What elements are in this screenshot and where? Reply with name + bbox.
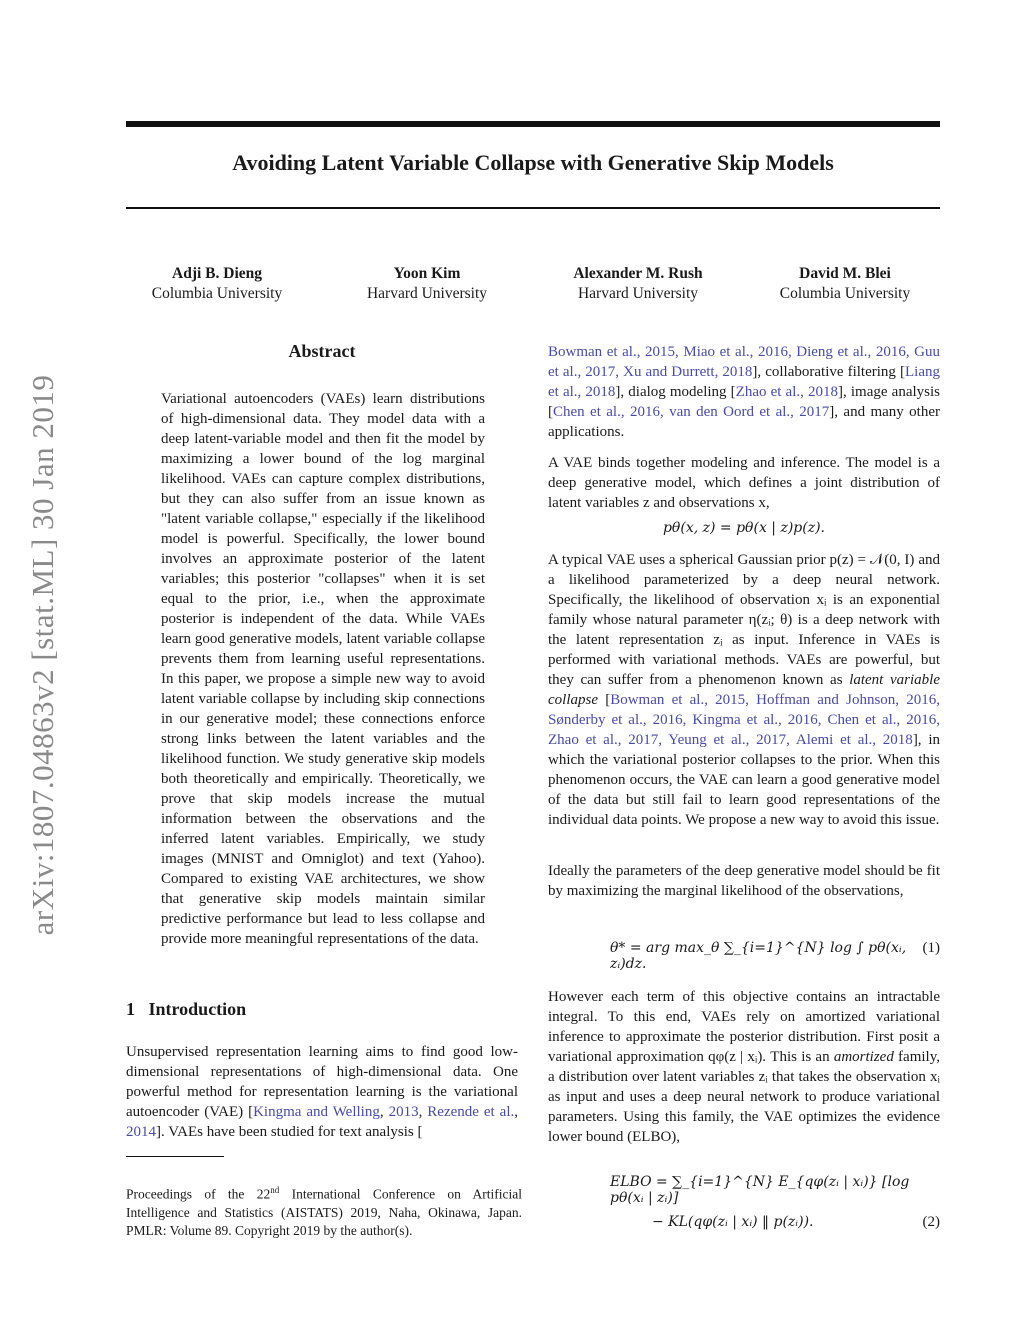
text: ], image analysis [ [548, 384, 940, 420]
equation-2-line-2: − KL(qφ(zᵢ | xᵢ) ‖ p(zᵢ)). [652, 1214, 814, 1230]
text: ], and many other applications. [548, 404, 940, 440]
arxiv-identifier-text: arXiv:1807.04863v2 [stat.ML] 30 Jan 2019 [25, 374, 60, 936]
footnote-text-a: Proceedings of the 22 [126, 1186, 271, 1202]
citation-link[interactable]: 2013 [388, 1104, 419, 1120]
citation-link[interactable]: Bowman et al., 2015, Hoffman and Johnson, 2016, Sønderby et al., 2016, Kingma et al., 2016, Chen et al., 2016, Zhao et al., 2017, Yeung et al., 2017, Alemi et al., 2018 [548, 692, 940, 748]
author-name: Alexander M. Rush [573, 265, 703, 282]
paper-title: Avoiding Latent Variable Collapse with Generative Skip Models [232, 150, 834, 175]
text: family, a distribution over latent variables zᵢ that takes the observation xᵢ as input and uses a deep neural network to produce variational parameters. Using this family, the VAE optimizes the evidence lower bound (ELBO), [548, 1049, 940, 1145]
equation-1-text: θ* = arg max_θ ∑_{i=1}^{N} log ∫ pθ(xᵢ, zᵢ)dz. [610, 940, 907, 972]
author-affiliation: Columbia University [779, 285, 911, 302]
text: However each term of this objective contains an intractable integral. To this end, VAEs rely on amortized variational inference to approximate the posterior distribution. First posit a variational approximation qφ(z | xᵢ). This is an [548, 989, 940, 1065]
citation-link[interactable]: Chen et al., 2016, van den Oord et al., 2017 [553, 404, 830, 420]
author-4 [750, 264, 940, 304]
section-number: 1 [126, 999, 135, 1019]
text: ], in which the variational posterior collapses to the prior. When this phenomenon occurs, the VAE can learn a good generative model of the data but still fail to learn good representations of the individual data points. We propose a new way to avoid this issue. [548, 732, 940, 828]
footnote-text-b: International Conference on Artificial Intelligence and Statistics (AISTATS) 2019, Naha, Okinawa, Japan. PMLR: Volume 89. Copyright 2019 by the author(s). [126, 1186, 522, 1238]
right-paragraph-2: A VAE binds together modeling and inference. The model is a deep generative model, which defines a joint distribution of latent variables z and observations x, [548, 455, 940, 511]
right-paragraph-3: A typical VAE uses a spherical Gaussian prior p(z) = 𝒩(0, I) and a likelihood parameterized by a deep neural network. Specifically, the likelihood of observation xᵢ is an exponential family whose natural parameter η(zᵢ; θ) is a deep network with the latent representation zᵢ as input. Inference in VAEs is performed with variational methods. VAEs are powerful, but they can suffer from a phenomenon known as latent variable collapse [Bowman et al., 2015, Hoffman and Johnson, 2016, Sønderby et al., 2016, Kingma et al., 2016, Chen et al., 2016, Zhao et al., 2017, Yeung et al., 2017, Alemi et al., 2018], in which the variational posterior collapses to the prior. When this phenomenon occurs, the VAE can learn a good generative model of the data but still fail to learn good representations of the individual data points. We propose a new way to avoid this issue. [548, 552, 940, 828]
right-paragraph-5 [548, 987, 940, 1147]
author-name: Yoon Kim [393, 265, 461, 282]
equation-number: (2) [922, 1214, 940, 1230]
arxiv-identifier [25, 350, 60, 960]
equation-2 [548, 1170, 940, 1230]
equation-2-line-1: ELBO = ∑_{i=1}^{N} E_{qφ(zᵢ | xᵢ)} [log pθ(xᵢ | zᵢ)] [610, 1174, 910, 1206]
author-1 [122, 264, 312, 304]
emphasis: amortized [833, 1049, 894, 1065]
intro-text-a: Unsupervised representation learning aims to find good low-dimensional representations of high-dimensional data. One powerful method for representation learning is the variational autoencoder (VAE) [ [126, 1044, 518, 1120]
author-affiliation: Harvard University [366, 285, 488, 302]
emphasis: latent variable collapse [548, 672, 940, 708]
footnote-sup: nd [270, 1185, 280, 1195]
equation-joint [548, 520, 940, 537]
abstract-heading: Abstract [288, 341, 356, 361]
citation-link[interactable]: Liang et al., 2018 [548, 364, 940, 400]
section-heading-introduction [126, 999, 246, 1020]
text: ], dialog modeling [ [615, 384, 736, 400]
abstract-text: Variational autoencoders (VAEs) learn distributions of high-dimensional data. They model data with a deep latent-variable model and then fit the model by maximizing a lower bound of the log marginal likelihood. VAEs can capture complex distributions, but they can also suffer from an issue known as "latent variable collapse," especially if the likelihood model is powerful. Specifically, the lower bound involves an approximate posterior of the latent variables; this posterior "collapses" when it is set equal to the prior, i.e., when the approximate posterior is independent of the data. While VAEs learn good generative models, latent variable collapse prevents them from learning useful representations. In this paper, we propose a simple new way to avoid latent variable collapse by including skip connections in our generative model; these connections enforce strong links between the latent variables and the likelihood function. We study generative skip models both theoretically and empirically. Theoretically, we prove that skip models increase the mutual information between the observations and the inferred latent variables. Empirically, we study images (MNIST and Omniglot) and text (Yahoo). Compared to existing VAE architectures, we show that generative skip models maintain similar predictive performance but lead to less collapse and provide more meaningful representations of the data. [161, 391, 485, 947]
text: ], collaborative filtering [ [752, 364, 905, 380]
title-bottom-rule [126, 207, 940, 209]
citation-link[interactable]: Bowman et al., 2015, Miao et al., 2016, Dieng et al., 2016, Guu et al., 2017, Xu and Durrett, 2018 [548, 344, 940, 380]
right-paragraph-1 [548, 342, 940, 442]
citation-link[interactable]: Zhao et al., 2018 [735, 384, 839, 400]
right-paragraph-4: Ideally the parameters of the deep generative model should be fit by maximizing the marginal likelihood of the observations, [548, 863, 940, 899]
author-affiliation: Columbia University [151, 285, 283, 302]
intro-paragraph: Unsupervised representation learning aims to find good low-dimensional representations of high-dimensional data. One powerful method for representation learning is the variational autoencoder (VAE) [Kingma and Welling, 2013, Rezende et al., 2014]. VAEs have been studied for text analysis [ [126, 1044, 518, 1140]
intro-text-b: ]. VAEs have been studied for text analysis [ [156, 1124, 423, 1140]
text: A typical VAE uses a spherical Gaussian prior p(z) = 𝒩(0, I) and a likelihood parameterized by a deep neural network. Specifically, the likelihood of observation xᵢ is an exponential family whose natural parameter η(zᵢ; θ) is a deep network with the latent representation zᵢ as input. Inference in VAEs is performed with variational methods. VAEs are powerful, but they can suffer from a phenomenon known as [548, 552, 940, 688]
footnote-rule [126, 1156, 224, 1157]
author-2 [332, 264, 522, 304]
citation-link[interactable]: Kingma and Welling [253, 1104, 380, 1120]
author-affiliation: Harvard University [577, 285, 699, 302]
citation-link[interactable]: Rezende et al. [427, 1104, 515, 1120]
citation-link[interactable]: 2014 [126, 1124, 156, 1140]
equation-number: (1) [922, 940, 940, 956]
title-top-rule [126, 121, 940, 127]
equation-joint-text: pθ(x, z) = pθ(x | z)p(z). [662, 520, 826, 536]
section-title: Introduction [148, 999, 247, 1019]
author-name: David M. Blei [799, 265, 891, 282]
author-name: Adji B. Dieng [172, 265, 262, 282]
footnote [126, 1181, 522, 1240]
author-3 [543, 264, 733, 304]
